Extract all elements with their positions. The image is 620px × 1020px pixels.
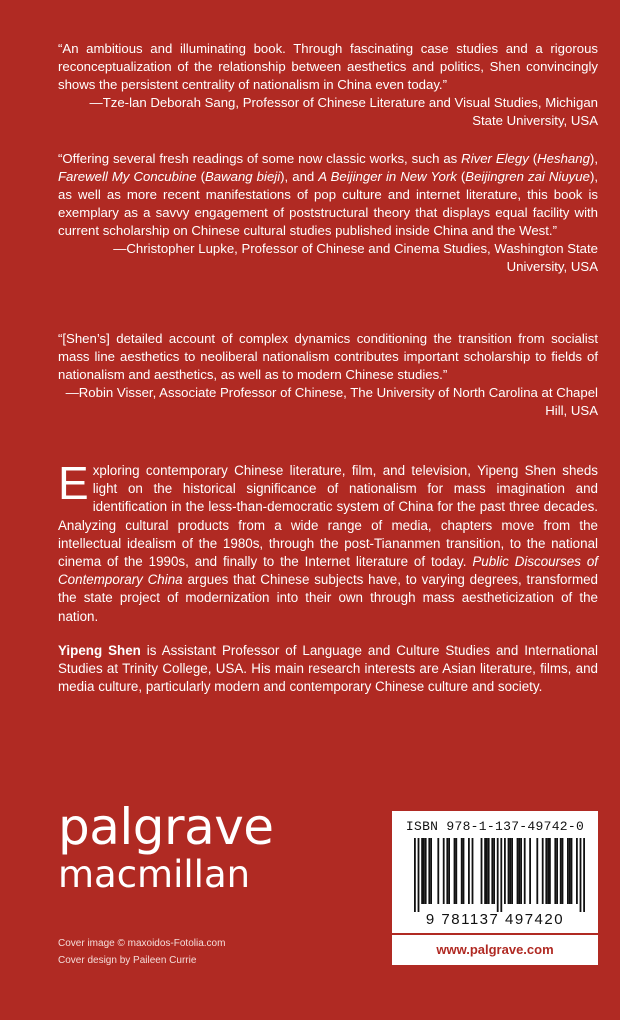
barcode-bar	[580, 838, 582, 912]
barcode-bar	[425, 838, 427, 904]
barcode-bar	[484, 838, 486, 904]
barcode-bar	[571, 838, 573, 904]
quote-attribution: —Christopher Lupke, Professor of Chinese and Cinema Studies, Washington State University, USA	[113, 241, 598, 274]
barcode-bar	[583, 838, 585, 912]
quote-attribution: —Tze-lan Deborah Sang, Professor of Chinese Literature and Visual Studies, Michigan State University, USA	[89, 95, 598, 128]
barcode-bar	[421, 838, 423, 904]
barcode-bar	[517, 838, 519, 904]
barcode-bar	[569, 838, 571, 904]
barcode-bar	[418, 838, 420, 912]
barcode-image	[400, 838, 590, 928]
barcode-bar	[446, 838, 448, 904]
barcode-bar	[481, 838, 483, 904]
quote-text: “[Shen’s] detailed account of complex dynamics conditioning the transition from socialist mass line aesthetics to neoliberal nationalism contributes important scholarship to fields of nationalism and aesthetics, as well as to modern Chinese studies.”	[58, 331, 598, 382]
review-quote-3	[58, 330, 598, 420]
quote-attribution: —Robin Visser, Associate Professor of Chinese, The University of North Carolina at Chapel Hill, USA	[65, 385, 598, 418]
review-quote-2	[58, 150, 598, 276]
barcode-bar	[472, 838, 474, 904]
barcode-bar	[455, 838, 457, 904]
barcode-bar	[518, 838, 520, 904]
barcode-bar	[567, 838, 569, 904]
barcode-bar	[545, 838, 547, 904]
author-name: Yipeng Shen	[58, 643, 141, 658]
barcode-bar	[508, 838, 510, 904]
logo-line-2: macmillan	[58, 853, 251, 896]
barcode-bar	[428, 838, 430, 904]
barcode-bar	[509, 838, 511, 904]
barcode-bar	[461, 838, 463, 904]
book-title: Public Discourses of Contemporary China	[58, 554, 598, 588]
cover-credits	[58, 935, 225, 969]
barcode-bar	[430, 838, 432, 904]
design-credit: Cover design by Paileen Currie	[58, 955, 197, 966]
barcode-bar	[468, 838, 470, 904]
barcode-bar	[443, 838, 445, 904]
barcode-bar	[576, 838, 578, 904]
barcode-bar	[547, 838, 549, 904]
barcode-bar	[414, 838, 416, 912]
barcode-bar	[491, 838, 493, 904]
barcode-bar	[448, 838, 450, 904]
barcode-bar	[486, 838, 488, 904]
review-quote-1	[58, 40, 598, 130]
barcode-bar	[454, 838, 456, 904]
author-bio: Yipeng Shen is Assistant Professor of Language and Culture Studies and International Studies at Trinity College, USA. His main research interests are Asian literature, films, and media culture, particularly modern and contemporary Chinese culture and society.	[58, 643, 598, 695]
barcode-bar	[504, 838, 506, 904]
barcode-bar	[497, 838, 499, 912]
isbn-label: ISBN 978-1-137-49742-0	[405, 819, 585, 834]
publisher-logo	[58, 800, 274, 896]
drop-cap: E	[58, 457, 89, 509]
barcode-bar	[524, 838, 526, 904]
barcode-bar	[423, 838, 425, 904]
barcode-bar	[560, 838, 562, 904]
quote-text: “An ambitious and illuminating book. Through fascinating case studies and a rigorous reconceptualization of the relationship between aesthetics and politics, Shen convincingly shows the persistent centrality of nationalism in China even today.”	[58, 41, 598, 92]
image-credit: Cover image © maxoidos-Fotolia.com	[58, 938, 226, 949]
barcode-bar	[549, 838, 551, 904]
barcode-bar	[500, 838, 502, 912]
barcode-bar	[542, 838, 544, 904]
barcode-digits: 9 781137 497420	[425, 911, 565, 928]
logo-line-1: palgrave	[58, 798, 274, 856]
barcode-bar	[554, 838, 556, 904]
barcode-bar	[463, 838, 465, 904]
book-description: Exploring contemporary Chinese literature, film, and television, Yipeng Shen sheds light on the historical significance of nationalism for mass imagination and identification in the less-than-democratic system of China for the past three decades. Analyzing cultural products from a wide range of media, chapters move from the intellectual idealism of the 1980s, through the post-Tiananmen transition, to the national cinema of the 1990s, and finally to the Internet literature of today. Public Discourses of Contemporary China argues that Chinese subjects have, to varying degrees, transformed the state project of modernization into their own through mass aestheticization of the nation.	[58, 457, 598, 624]
barcode-bar	[520, 838, 522, 904]
barcode-bar	[493, 838, 495, 904]
barcode-bar	[488, 838, 490, 904]
barcode-panel	[392, 811, 598, 933]
quote-text: “Offering several fresh readings of some now classic works, such as River Elegy (Heshang), Farewell My Concubine (Bawang bieji), and A Beijinger in New York (Beijingren zai Niuyue), as well as more recent manifestations of pop culture and internet literature, this book is exemplary as a savvy engagement of poststructural theory that displays equal facility with current scholarship on Chinese cultural studies published inside China and the West.”	[58, 151, 598, 238]
barcode-bar	[529, 838, 531, 904]
barcode-bar	[556, 838, 558, 904]
barcode-bar	[437, 838, 439, 904]
publisher-website: www.palgrave.com	[392, 935, 598, 965]
barcode-bar	[562, 838, 564, 904]
barcode-bar	[536, 838, 538, 904]
barcode-bar	[511, 838, 513, 904]
